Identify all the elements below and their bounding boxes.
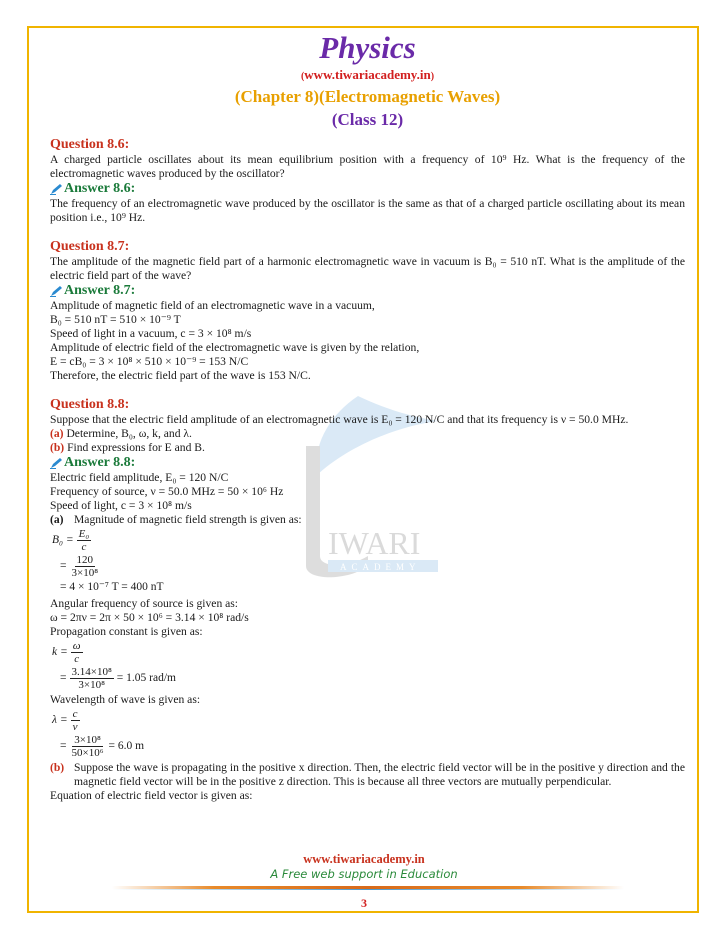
closing-line: Equation of electric field vector is given as: xyxy=(50,789,253,802)
eq-k-step-fraction xyxy=(70,666,114,691)
answer-8-6-heading xyxy=(50,181,685,197)
footer-tagline: A Free web support in Education xyxy=(270,867,458,881)
equation-k: k = $\frac{\omega}{c}$ = $\frac{\text{3.14×10⁸}}{\text{3×10⁸}}$ = 1.05 rad/m xyxy=(52,639,176,691)
eq-l-step-fraction xyxy=(70,734,106,759)
answer-b-text: Suppose the wave is propagating in the positive x direction. Then, the electric field vector will be in the positive y direction and the magnetic field vector will be in the positive z direction. This is because all three vectors are mutually perpendicular. xyxy=(74,761,685,788)
watermark-big: IWARI xyxy=(328,525,421,561)
eq-l-lhs: λ = xyxy=(52,713,68,726)
given-line: Electric field amplitude, E₀ = 120 N/C xyxy=(50,471,229,484)
question-8-7-label: Question 8.7: xyxy=(50,239,130,254)
given-line: Speed of light, c = 3 × 10⁸ m/s xyxy=(50,499,192,512)
watermark-small: ACADEMY xyxy=(340,562,421,572)
answer-8-7-line: Amplitude of electric field of the electromagnetic wave is given by the relation, xyxy=(50,341,420,354)
eq-b0-den: c xyxy=(81,540,87,553)
eq-k-den: c xyxy=(74,652,80,665)
equation-lambda: λ = $\frac{c}{\nu}$ = $\frac{\text{3×10⁸}}{\text{50×10⁶}}$ = 6.0 m xyxy=(52,707,145,759)
answer-a-label: (a) xyxy=(50,513,64,526)
page-content xyxy=(50,28,685,803)
part-a-text: Determine, B₀, ω, k, and λ. xyxy=(66,427,192,440)
footer-divider-accent xyxy=(112,889,624,890)
answer-8-6-text: The frequency of an electromagnetic wave produced by the oscillator is the same as that of a charged particle oscillating about its mean position i.e., 10⁹ Hz. xyxy=(50,197,685,224)
given-line: Frequency of source, ν = 50.0 MHz = 50 × 10⁶ Hz xyxy=(50,485,284,498)
eq-k-lhs: k = xyxy=(52,645,68,658)
angular-intro: Angular frequency of source is given as: xyxy=(50,597,239,610)
answer-8-7-line: Therefore, the electric field part of the wave is 153 N/C. xyxy=(50,369,311,382)
eq-b0-result: = 4 × 10⁻⁷ T = 400 nT xyxy=(60,580,164,593)
question-8-8-part-b xyxy=(50,441,685,455)
answer-a-text: Magnitude of magnetic field strength is given as: xyxy=(74,513,302,526)
eq-k-result: = 1.05 rad/m xyxy=(116,671,176,684)
header-site-url[interactable]: www.tiwariacademy.in xyxy=(304,67,431,82)
eq-l-result: = 6.0 m xyxy=(108,739,145,752)
class-heading: (Class 12) xyxy=(331,110,404,129)
question-8-7-text: The amplitude of the magnetic field part of a harmonic electromagnetic wave in vacuum is B₀ = 510 nT. What is the amplitude of the electric field part of the wave? xyxy=(50,255,685,282)
answer-8-6-label: Answer 8.6: xyxy=(64,181,136,196)
pen-icon xyxy=(50,457,63,469)
part-b-label: (b) xyxy=(50,441,65,454)
answer-8-8-heading xyxy=(50,455,685,471)
eq-k-step-num: 3.14×10⁸ xyxy=(71,665,112,678)
eq-b0-step-num: 120 xyxy=(76,553,94,566)
answer-8-7-label: Answer 8.7: xyxy=(64,283,136,298)
question-8-8-part-a xyxy=(50,427,685,441)
eq-l-fraction xyxy=(71,708,80,733)
eq-l-step-num: 3×10⁸ xyxy=(74,733,101,746)
eq-b0-fraction xyxy=(77,528,92,553)
eq-b0-step-den: 3×10⁸ xyxy=(71,566,99,579)
header-site[interactable]: (www.tiwariacademy.in) xyxy=(300,67,435,82)
question-8-8-text: Suppose that the electric field amplitude of an electromagnetic wave is E₀ = 120 N/C and that its frequency is ν = 50.0 MHz. xyxy=(50,413,629,426)
wavelength-intro: Wavelength of wave is given as: xyxy=(50,693,201,706)
answer-8-7-line: Speed of light in a vacuum, c = 3 × 10⁸ m/s xyxy=(50,327,252,340)
eq-k-num: ω xyxy=(72,639,81,652)
page-title: Physics xyxy=(319,30,416,65)
eq-b0-lhs: B₀ = xyxy=(52,533,74,546)
footer-site-link[interactable]: www.tiwariacademy.in xyxy=(303,852,425,866)
pen-icon xyxy=(50,285,63,297)
answer-b-label: (b) xyxy=(50,761,65,774)
equation-b0: B₀ = $\frac{\text{E₀}}{c}$ = $\frac{120}{\text{3×10⁸}}$ = 4 × 10⁻⁷ T = 400 nT xyxy=(52,527,164,593)
eq-k-step-den: 3×10⁸ xyxy=(78,678,105,691)
answer-part-b xyxy=(50,761,685,789)
answer-8-7-line: B₀ = 510 nT = 510 × 10⁻⁹ T xyxy=(50,313,181,326)
question-8-8-label: Question 8.8: xyxy=(50,397,130,412)
question-8-6-label: Question 8.6: xyxy=(50,137,130,152)
part-b-text: Find expressions for E and B. xyxy=(67,441,205,454)
answer-8-7-line: Amplitude of magnetic field of an electromagnetic wave in a vacuum, xyxy=(50,299,375,312)
eq-l-step-den: 50×10⁶ xyxy=(71,746,104,759)
answer-8-8-label: Answer 8.8: xyxy=(64,455,136,470)
pen-icon xyxy=(50,183,63,195)
angular-equation: ω = 2πν = 2π × 50 × 10⁶ = 3.14 × 10⁸ rad/s xyxy=(50,611,249,624)
chapter-heading: (Chapter 8)(Electromagnetic Waves) xyxy=(234,87,501,106)
eq-l-num: c xyxy=(72,707,78,720)
eq-l-den: ν xyxy=(72,720,78,733)
eq-b0-num: E₀ xyxy=(78,527,90,540)
answer-part-a xyxy=(50,513,685,527)
page-number: 3 xyxy=(361,896,367,910)
answer-8-7-line: E = cB₀ = 3 × 10⁸ × 510 × 10⁻⁹ = 153 N/C xyxy=(50,355,249,368)
eq-k-fraction xyxy=(71,640,83,665)
eq-b0-step-fraction xyxy=(70,554,101,579)
part-a-label: (a) xyxy=(50,427,64,440)
question-8-6-text: A charged particle oscillates about its mean equilibrium position with a frequency of 10⁹ Hz. What is the frequency of the electromagnetic waves produced by the oscillator? xyxy=(50,153,685,180)
propagation-intro: Propagation constant is given as: xyxy=(50,625,203,638)
answer-8-7-heading xyxy=(50,283,685,299)
